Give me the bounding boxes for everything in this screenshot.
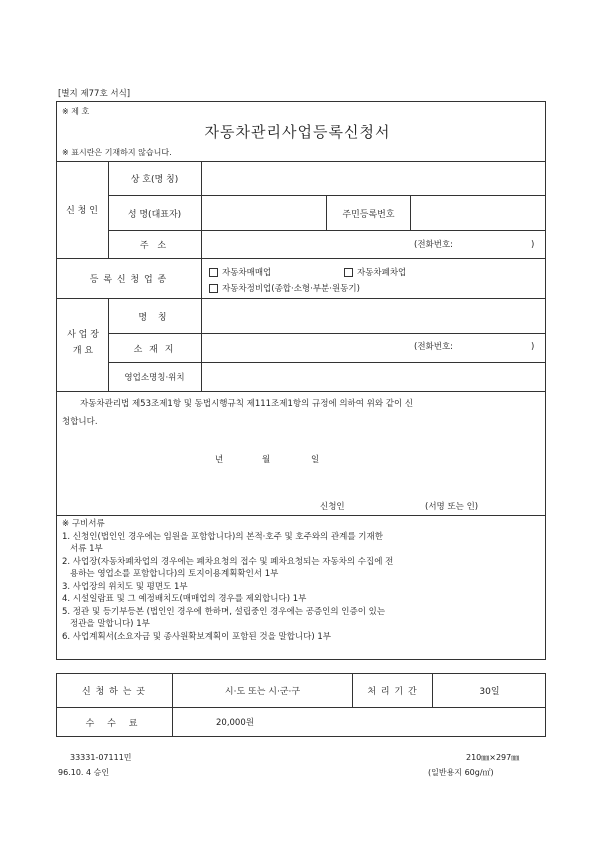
business-option-maintenance[interactable]: 자동차정비업(종합·소형·부분·원동기) bbox=[209, 284, 360, 294]
site-name-field[interactable] bbox=[202, 299, 545, 333]
receipt-number-label: ※ 제 호 bbox=[62, 107, 90, 116]
address-phone-close: ) bbox=[531, 240, 535, 250]
paper-size: 210㎜×297㎜ bbox=[466, 753, 520, 762]
document-item: 용하는 영업소를 포함합니다)의 토지이용계획확인서 1부 bbox=[70, 569, 279, 579]
submit-place-value: 시·도 또는 시·군·구 bbox=[224, 687, 301, 697]
document-item: 4. 시설일람표 및 그 예정배치도(매매업의 경우를 제외합니다) 1부 bbox=[62, 594, 307, 604]
required-documents bbox=[62, 518, 393, 643]
representative-name-label: 성 명(대표자) bbox=[127, 209, 182, 220]
signature-or-seal-label: (서명 또는 인) bbox=[425, 502, 479, 512]
site-name-label: 명 칭 bbox=[138, 312, 171, 323]
site-location-label: 소 재 지 bbox=[133, 344, 176, 355]
required-documents-header: ※ 구비서류 bbox=[62, 519, 105, 529]
fee-value: 20,000원 bbox=[216, 718, 254, 728]
trade-name-field[interactable] bbox=[202, 162, 545, 195]
submit-place-label: 신 청 하 는 곳 bbox=[82, 687, 146, 697]
document-item: 1. 신청인(법인인 경우에는 임원을 포함합니다)의 본적·호주 및 호주와의 관계를 기재한 bbox=[62, 531, 383, 542]
applicant-section-label: 신 청 인 bbox=[66, 206, 98, 216]
date-year-label: 년 bbox=[215, 455, 224, 465]
form-code: 33331-07111민 bbox=[70, 753, 132, 762]
business-type-label: 등 록 신 청 업 종 bbox=[89, 275, 168, 285]
document-item: 5. 정관 및 등기부등본 (법인인 경우에 한하며, 설립중인 경우에는 공증인의 인증이 있는 bbox=[62, 606, 386, 617]
maintenance-checkbox[interactable] bbox=[209, 284, 218, 293]
site-section-label-1: 사 업 장 bbox=[67, 330, 99, 340]
document-item: 6. 사업계획서(소요자금 및 종사원확보계획이 포함된 것을 말합니다) 1부 bbox=[62, 631, 331, 642]
branch-office-label: 영업소명칭·위치 bbox=[124, 373, 185, 383]
declaration-line-2: 청합니다. bbox=[62, 417, 98, 427]
representative-name-field[interactable] bbox=[202, 196, 326, 230]
site-phone-close: ) bbox=[531, 342, 535, 352]
business-option-scrapping[interactable]: 자동차폐차업 bbox=[344, 268, 406, 278]
form-title: 자동차관리사업등록신청서 bbox=[204, 123, 391, 141]
resident-number-label: 주민등록번호 bbox=[342, 209, 395, 220]
document-item: 2. 사업장(자동차폐차업의 경우에는 폐차요청의 접수 및 폐차요청되는 자동차의 수집에 전 bbox=[62, 556, 394, 567]
processing-period-value: 30일 bbox=[479, 687, 500, 697]
address-phone-label: (전화번호: bbox=[414, 240, 454, 250]
paper-type: (일반용지 60g/㎡) bbox=[428, 768, 494, 777]
address-field[interactable] bbox=[202, 231, 545, 258]
trade-name-label: 상 호(명 칭) bbox=[130, 174, 179, 185]
scrapping-checkbox[interactable] bbox=[344, 268, 353, 277]
form-number-label: [별지 제77호 서식] bbox=[58, 89, 131, 99]
site-phone-label: (전화번호: bbox=[414, 342, 454, 352]
document-item: 정관을 말합니다) 1부 bbox=[70, 619, 150, 629]
sales-checkbox[interactable] bbox=[209, 268, 218, 277]
date-day-label: 일 bbox=[311, 455, 320, 465]
site-section-label-2: 개 요 bbox=[72, 346, 94, 356]
document-item: 3. 사업장의 위치도 및 평면도 1부 bbox=[62, 581, 188, 592]
resident-number-field[interactable] bbox=[411, 196, 545, 230]
date-month-label: 월 bbox=[262, 455, 271, 465]
approval-date: 96.10. 4 승인 bbox=[58, 768, 110, 777]
instruction-note: ※ 표시란은 기재하지 않습니다. bbox=[62, 148, 172, 157]
fee-label: 수 수 료 bbox=[85, 719, 143, 729]
processing-period-label: 처 리 기 간 bbox=[367, 687, 418, 697]
address-label: 주 소 bbox=[139, 241, 170, 251]
business-option-sales[interactable]: 자동차매매업 bbox=[209, 268, 271, 278]
declaration-line-1: 자동차관리법 제53조제1항 및 동법시행규칙 제111조제1항의 규정에 의하여 위와 같이 신 bbox=[80, 399, 414, 409]
document-item: 서류 1부 bbox=[70, 544, 103, 554]
site-location-field[interactable] bbox=[202, 334, 545, 362]
branch-office-field[interactable] bbox=[202, 363, 545, 391]
applicant-signature-label: 신청인 bbox=[320, 502, 345, 512]
